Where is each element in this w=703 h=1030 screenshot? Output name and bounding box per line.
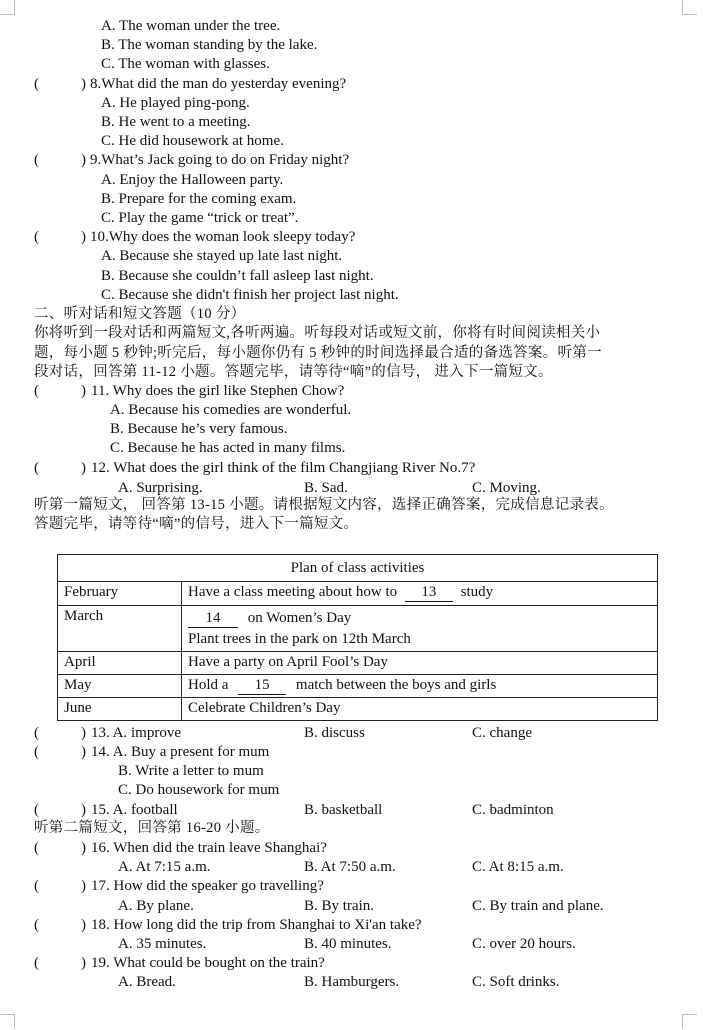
q19-option-c: C. Soft drinks. [472, 974, 560, 990]
plan-month-february: February [58, 582, 182, 606]
q18-answer-paren-close: ) [81, 917, 86, 933]
plan-month-june: June [58, 698, 182, 721]
q12-option-c: C. Moving. [472, 480, 541, 496]
plan-activity-text: Hold a [188, 677, 229, 693]
q13-option-b: B. discuss [304, 725, 365, 741]
blank-13: 13 [405, 583, 453, 602]
passage1-instructions-line2: 答题完毕，请等待“嘀”的信号，进入下一篇短文。 [34, 516, 359, 532]
q16-answer-paren-open: ( [34, 840, 39, 856]
q18-option-a: A. 35 minutes. [118, 936, 207, 952]
crop-mark-top-right [682, 0, 697, 15]
blank-14: 14 [188, 609, 238, 628]
passage2-instructions: 听第二篇短文，回答第 16-20 小题。 [34, 820, 270, 836]
q19-answer-paren-close: ) [81, 955, 86, 971]
plan-activity-may [182, 675, 658, 698]
q18-option-b: B. 40 minutes. [304, 936, 392, 952]
plan-activity-text: match between the boys and girls [295, 677, 497, 693]
plan-activity-text: study [460, 584, 494, 600]
q19-option-a: A. Bread. [118, 974, 176, 990]
q11-answer-paren-close: ) [81, 383, 86, 399]
q19-option-b: B. Hamburgers. [304, 974, 400, 990]
plan-month-april: April [58, 652, 182, 675]
q13-stem: 13. A. improve [91, 725, 181, 741]
q12-option-b: B. Sad. [304, 480, 348, 496]
plan-activity-june: Celebrate Children’s Day [182, 698, 658, 721]
q8-option-a: A. He played ping-pong. [101, 95, 250, 111]
q14-option-b: B. Write a letter to mum [118, 763, 264, 779]
q11-option-b: B. Because he’s very famous. [110, 421, 288, 437]
q17-option-b: B. By train. [304, 898, 374, 914]
q8-option-c: C. He did housework at home. [101, 133, 284, 149]
q16-option-b: B. At 7:50 a.m. [304, 859, 396, 875]
section2-instructions-line1: 你将听到一段对话和两篇短文,各听两遍。听每段对话或短文前，你将有时间阅读相关小 [34, 325, 601, 341]
q14-stem: 14. A. Buy a present for mum [91, 744, 270, 760]
q17-answer-paren-close: ) [81, 878, 86, 894]
plan-activity-text: Have a class meeting about how to [188, 584, 398, 600]
crop-mark-top-left [0, 0, 15, 15]
q9-answer-paren-open: ( [34, 152, 39, 168]
q7-option-a: A. The woman under the tree. [101, 18, 281, 34]
section2-instructions-line2: 题，每小题 5 秒钟;听完后，每小题你仍有 5 秒钟的时间选择最合适的备选答案。听第一 [34, 345, 602, 361]
q8-option-b: B. He went to a meeting. [101, 114, 251, 130]
q11-answer-paren-open: ( [34, 383, 39, 399]
q14-answer-paren-close: ) [81, 744, 86, 760]
q18-option-c: C. over 20 hours. [472, 936, 576, 952]
passage1-instructions-line1: 听第一篇短文， 回答第 13-15 小题。请根据短文内容，选择正确答案，完成信息记录表。 [34, 497, 614, 513]
crop-mark-bottom-right [682, 1014, 697, 1029]
q10-answer-paren-close: ) [81, 229, 86, 245]
q9-option-b: B. Prepare for the coming exam. [101, 191, 297, 207]
q16-option-a: A. At 7:15 a.m. [118, 859, 211, 875]
q10-stem: 10.Why does the woman look sleepy today? [90, 229, 356, 245]
q10-option-b: B. Because she couldn’t fall asleep last night. [101, 268, 374, 284]
plan-table [57, 554, 658, 721]
q12-stem: 12. What does the girl think of the film Changjiang River No.7? [91, 460, 476, 476]
plan-activity-march [182, 606, 658, 652]
blank-15: 15 [238, 676, 286, 695]
q17-stem: 17. How did the speaker go travelling? [91, 878, 324, 894]
q10-option-a: A. Because she stayed up late last night. [101, 248, 343, 264]
q10-option-c: C. Because she didn't finish her project last night. [101, 287, 399, 303]
plan-activity-april: Have a party on April Fool’s Day [182, 652, 658, 675]
q17-option-c: C. By train and plane. [472, 898, 604, 914]
q14-option-c: C. Do housework for mum [118, 782, 280, 798]
q11-option-c: C. Because he has acted in many films. [110, 440, 346, 456]
q9-option-a: A. Enjoy the Halloween party. [101, 172, 284, 188]
q15-option-b: B. basketball [304, 802, 383, 818]
q15-stem: 15. A. football [91, 802, 178, 818]
q15-option-c: C. badminton [472, 802, 554, 818]
q8-stem: 8.What did the man do yesterday evening? [90, 76, 347, 92]
q9-answer-paren-close: ) [81, 152, 86, 168]
q11-option-a: A. Because his comedies are wonderful. [110, 402, 352, 418]
section2-instructions-line3: 段对话，回答第 11-12 小题。答题完毕，请等待“嘀”的信号， 进入下一篇短文。 [34, 364, 553, 380]
q11-stem: 11. Why does the girl like Stephen Chow? [91, 383, 345, 399]
q16-option-c: C. At 8:15 a.m. [472, 859, 564, 875]
q10-answer-paren-open: ( [34, 229, 39, 245]
q12-answer-paren-open: ( [34, 460, 39, 476]
q8-answer-paren-close: ) [81, 76, 86, 92]
q18-answer-paren-open: ( [34, 917, 39, 933]
plan-activity-text: on Women’s Day [247, 610, 352, 626]
plan-month-march: March [58, 606, 182, 652]
crop-mark-bottom-left [0, 1014, 15, 1029]
q14-answer-paren-open: ( [34, 744, 39, 760]
q17-answer-paren-open: ( [34, 878, 39, 894]
plan-table-title: Plan of class activities [58, 555, 658, 582]
q13-answer-paren-close: ) [81, 725, 86, 741]
q12-option-a: A. Surprising. [118, 480, 203, 496]
plan-activity-text: Plant trees in the park on 12th March [188, 631, 411, 647]
q13-option-c: C. change [472, 725, 532, 741]
q9-stem: 9.What’s Jack going to do on Friday night? [90, 152, 350, 168]
section2-heading: 二、听对话和短文答题（10 分） [34, 306, 246, 322]
q18-stem: 18. How long did the trip from Shanghai to Xi'an take? [91, 917, 422, 933]
q16-stem: 16. When did the train leave Shanghai? [91, 840, 327, 856]
q7-option-b: B. The woman standing by the lake. [101, 37, 318, 53]
q15-answer-paren-open: ( [34, 802, 39, 818]
q9-option-c: C. Play the game “trick or treat”. [101, 210, 299, 226]
q13-answer-paren-open: ( [34, 725, 39, 741]
q16-answer-paren-close: ) [81, 840, 86, 856]
q17-option-a: A. By plane. [118, 898, 194, 914]
q12-answer-paren-close: ) [81, 460, 86, 476]
q8-answer-paren-open: ( [34, 76, 39, 92]
q19-stem: 19. What could be bought on the train? [91, 955, 325, 971]
q15-answer-paren-close: ) [81, 802, 86, 818]
q19-answer-paren-open: ( [34, 955, 39, 971]
q7-option-c: C. The woman with glasses. [101, 56, 270, 72]
plan-activity-february [182, 582, 658, 606]
plan-month-may: May [58, 675, 182, 698]
